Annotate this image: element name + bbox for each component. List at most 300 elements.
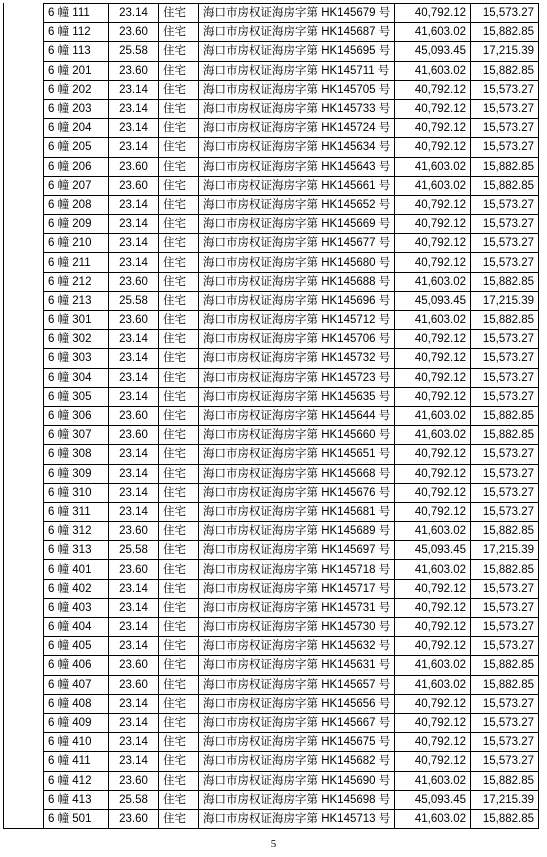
unit-price-cell: 17,215.39 [471, 541, 539, 560]
area-cell: 25.58 [109, 42, 159, 61]
unit-cell: 6 幢 413 [44, 790, 109, 809]
usage-cell: 住宅 [159, 80, 199, 99]
area-cell: 23.14 [109, 713, 159, 732]
unit-price-cell: 15,882.85 [471, 61, 539, 80]
price-cell: 40,792.12 [395, 253, 471, 272]
certificate-cell: 海口市房权证海房字第 HK145724 号 [199, 119, 395, 138]
unit-cell: 6 幢 212 [44, 272, 109, 291]
area-cell: 23.14 [109, 618, 159, 637]
price-cell: 40,792.12 [395, 138, 471, 157]
usage-cell: 住宅 [159, 368, 199, 387]
area-cell: 23.14 [109, 502, 159, 521]
area-cell: 23.60 [109, 23, 159, 42]
price-cell: 40,792.12 [395, 80, 471, 99]
certificate-cell: 海口市房权证海房字第 HK145656 号 [199, 694, 395, 713]
unit-cell: 6 幢 208 [44, 195, 109, 214]
usage-cell: 住宅 [159, 387, 199, 406]
unit-price-cell: 15,573.27 [471, 502, 539, 521]
unit-cell: 6 幢 310 [44, 483, 109, 502]
table-row [44, 560, 539, 579]
unit-price-cell: 15,573.27 [471, 579, 539, 598]
area-cell: 23.14 [109, 464, 159, 483]
price-cell: 40,792.12 [395, 387, 471, 406]
unit-price-cell: 15,573.27 [471, 637, 539, 656]
table-row [44, 272, 539, 291]
usage-cell: 住宅 [159, 176, 199, 195]
area-cell: 23.14 [109, 694, 159, 713]
area-cell: 23.60 [109, 157, 159, 176]
table-row [44, 368, 539, 387]
price-cell: 40,792.12 [395, 733, 471, 752]
area-cell: 23.14 [109, 215, 159, 234]
certificate-cell: 海口市房权证海房字第 HK145635 号 [199, 387, 395, 406]
table-row [44, 99, 539, 118]
area-cell: 23.60 [109, 272, 159, 291]
area-cell: 23.60 [109, 809, 159, 828]
table-row [44, 119, 539, 138]
unit-cell: 6 幢 304 [44, 368, 109, 387]
usage-cell: 住宅 [159, 61, 199, 80]
price-cell: 40,792.12 [395, 368, 471, 387]
unit-cell: 6 幢 111 [44, 4, 109, 23]
table-row [44, 790, 539, 809]
price-cell: 45,093.45 [395, 790, 471, 809]
unit-cell: 6 幢 404 [44, 618, 109, 637]
left-border-line [3, 3, 4, 829]
certificate-cell: 海口市房权证海房字第 HK145731 号 [199, 598, 395, 617]
unit-price-cell: 15,882.85 [471, 157, 539, 176]
area-cell: 23.60 [109, 426, 159, 445]
certificate-cell: 海口市房权证海房字第 HK145631 号 [199, 656, 395, 675]
area-cell: 23.14 [109, 330, 159, 349]
certificate-cell: 海口市房权证海房字第 HK145657 号 [199, 675, 395, 694]
usage-cell: 住宅 [159, 291, 199, 310]
unit-cell: 6 幢 308 [44, 445, 109, 464]
unit-price-cell: 17,215.39 [471, 291, 539, 310]
table-row [44, 598, 539, 617]
unit-price-cell: 15,573.27 [471, 618, 539, 637]
usage-cell: 住宅 [159, 675, 199, 694]
area-cell: 23.60 [109, 771, 159, 790]
certificate-cell: 海口市房权证海房字第 HK145690 号 [199, 771, 395, 790]
price-cell: 40,792.12 [395, 598, 471, 617]
unit-price-cell: 15,882.85 [471, 522, 539, 541]
price-cell: 40,792.12 [395, 119, 471, 138]
unit-price-cell: 15,573.27 [471, 4, 539, 23]
unit-price-cell: 15,573.27 [471, 752, 539, 771]
table-row [44, 618, 539, 637]
price-cell: 40,792.12 [395, 502, 471, 521]
usage-cell: 住宅 [159, 195, 199, 214]
unit-price-cell: 15,573.27 [471, 215, 539, 234]
unit-price-cell: 15,573.27 [471, 253, 539, 272]
certificate-cell: 海口市房权证海房字第 HK145680 号 [199, 253, 395, 272]
unit-price-cell: 15,573.27 [471, 387, 539, 406]
unit-price-cell: 15,573.27 [471, 598, 539, 617]
area-cell: 23.14 [109, 445, 159, 464]
certificate-cell: 海口市房权证海房字第 HK145644 号 [199, 406, 395, 425]
unit-price-cell: 15,882.85 [471, 406, 539, 425]
price-cell: 45,093.45 [395, 541, 471, 560]
usage-cell: 住宅 [159, 99, 199, 118]
table-row [44, 713, 539, 732]
certificate-cell: 海口市房权证海房字第 HK145733 号 [199, 99, 395, 118]
usage-cell: 住宅 [159, 771, 199, 790]
area-cell: 23.60 [109, 522, 159, 541]
usage-cell: 住宅 [159, 656, 199, 675]
usage-cell: 住宅 [159, 253, 199, 272]
table-row [44, 234, 539, 253]
usage-cell: 住宅 [159, 215, 199, 234]
table-row [44, 4, 539, 23]
price-cell: 41,603.02 [395, 560, 471, 579]
area-cell: 23.14 [109, 733, 159, 752]
property-table [43, 3, 539, 829]
table-row [44, 387, 539, 406]
certificate-cell: 海口市房权证海房字第 HK145679 号 [199, 4, 395, 23]
table-row [44, 426, 539, 445]
table-row [44, 771, 539, 790]
usage-cell: 住宅 [159, 138, 199, 157]
usage-cell: 住宅 [159, 733, 199, 752]
unit-cell: 6 幢 213 [44, 291, 109, 310]
table-row [44, 809, 539, 828]
usage-cell: 住宅 [159, 694, 199, 713]
table-row [44, 637, 539, 656]
price-cell: 41,603.02 [395, 809, 471, 828]
usage-cell: 住宅 [159, 157, 199, 176]
certificate-cell: 海口市房权证海房字第 HK145695 号 [199, 42, 395, 61]
unit-price-cell: 15,573.27 [471, 330, 539, 349]
table-row [44, 157, 539, 176]
price-cell: 40,792.12 [395, 618, 471, 637]
unit-price-cell: 15,573.27 [471, 368, 539, 387]
area-cell: 23.14 [109, 387, 159, 406]
unit-price-cell: 15,573.27 [471, 694, 539, 713]
unit-price-cell: 15,573.27 [471, 445, 539, 464]
price-cell: 41,603.02 [395, 406, 471, 425]
usage-cell: 住宅 [159, 426, 199, 445]
unit-cell: 6 幢 303 [44, 349, 109, 368]
usage-cell: 住宅 [159, 522, 199, 541]
table-row [44, 502, 539, 521]
usage-cell: 住宅 [159, 119, 199, 138]
price-cell: 45,093.45 [395, 291, 471, 310]
table-row [44, 61, 539, 80]
price-cell: 41,603.02 [395, 771, 471, 790]
price-cell: 40,792.12 [395, 752, 471, 771]
table-row [44, 579, 539, 598]
unit-cell: 6 幢 204 [44, 119, 109, 138]
area-cell: 23.60 [109, 61, 159, 80]
table-row [44, 138, 539, 157]
table-row [44, 464, 539, 483]
usage-cell: 住宅 [159, 272, 199, 291]
certificate-cell: 海口市房权证海房字第 HK145717 号 [199, 579, 395, 598]
area-cell: 23.60 [109, 656, 159, 675]
certificate-cell: 海口市房权证海房字第 HK145706 号 [199, 330, 395, 349]
certificate-cell: 海口市房权证海房字第 HK145643 号 [199, 157, 395, 176]
certificate-cell: 海口市房权证海房字第 HK145667 号 [199, 713, 395, 732]
unit-price-cell: 15,882.85 [471, 675, 539, 694]
table-row [44, 23, 539, 42]
price-cell: 41,603.02 [395, 23, 471, 42]
usage-cell: 住宅 [159, 541, 199, 560]
table-row [44, 330, 539, 349]
certificate-cell: 海口市房权证海房字第 HK145712 号 [199, 311, 395, 330]
usage-cell: 住宅 [159, 445, 199, 464]
price-cell: 41,603.02 [395, 675, 471, 694]
usage-cell: 住宅 [159, 311, 199, 330]
usage-cell: 住宅 [159, 4, 199, 23]
table-row [44, 291, 539, 310]
area-cell: 23.14 [109, 637, 159, 656]
unit-cell: 6 幢 202 [44, 80, 109, 99]
unit-price-cell: 17,215.39 [471, 790, 539, 809]
area-cell: 23.14 [109, 752, 159, 771]
usage-cell: 住宅 [159, 752, 199, 771]
unit-cell: 6 幢 302 [44, 330, 109, 349]
certificate-cell: 海口市房权证海房字第 HK145661 号 [199, 176, 395, 195]
usage-cell: 住宅 [159, 464, 199, 483]
area-cell: 23.60 [109, 311, 159, 330]
unit-cell: 6 幢 412 [44, 771, 109, 790]
table-row [44, 176, 539, 195]
area-cell: 25.58 [109, 790, 159, 809]
usage-cell: 住宅 [159, 406, 199, 425]
price-cell: 41,603.02 [395, 311, 471, 330]
unit-price-cell: 15,882.85 [471, 560, 539, 579]
unit-price-cell: 15,573.27 [471, 138, 539, 157]
certificate-cell: 海口市房权证海房字第 HK145676 号 [199, 483, 395, 502]
unit-cell: 6 幢 211 [44, 253, 109, 272]
price-cell: 40,792.12 [395, 694, 471, 713]
area-cell: 23.14 [109, 579, 159, 598]
price-cell: 41,603.02 [395, 176, 471, 195]
usage-cell: 住宅 [159, 809, 199, 828]
unit-cell: 6 幢 409 [44, 713, 109, 732]
table-row [44, 349, 539, 368]
price-cell: 40,792.12 [395, 195, 471, 214]
unit-cell: 6 幢 112 [44, 23, 109, 42]
usage-cell: 住宅 [159, 790, 199, 809]
certificate-cell: 海口市房权证海房字第 HK145732 号 [199, 349, 395, 368]
area-cell: 23.14 [109, 119, 159, 138]
area-cell: 23.14 [109, 598, 159, 617]
certificate-cell: 海口市房权证海房字第 HK145669 号 [199, 215, 395, 234]
price-cell: 41,603.02 [395, 656, 471, 675]
certificate-cell: 海口市房权证海房字第 HK145652 号 [199, 195, 395, 214]
unit-cell: 6 幢 501 [44, 809, 109, 828]
area-cell: 23.14 [109, 349, 159, 368]
table-row [44, 522, 539, 541]
area-cell: 23.60 [109, 560, 159, 579]
price-cell: 40,792.12 [395, 349, 471, 368]
area-cell: 23.60 [109, 675, 159, 694]
price-cell: 40,792.12 [395, 713, 471, 732]
usage-cell: 住宅 [159, 330, 199, 349]
area-cell: 25.58 [109, 541, 159, 560]
usage-cell: 住宅 [159, 579, 199, 598]
table-row [44, 752, 539, 771]
price-cell: 40,792.12 [395, 99, 471, 118]
certificate-cell: 海口市房权证海房字第 HK145632 号 [199, 637, 395, 656]
usage-cell: 住宅 [159, 637, 199, 656]
unit-cell: 6 幢 306 [44, 406, 109, 425]
certificate-cell: 海口市房权证海房字第 HK145681 号 [199, 502, 395, 521]
unit-price-cell: 15,573.27 [471, 733, 539, 752]
area-cell: 23.14 [109, 483, 159, 502]
unit-cell: 6 幢 406 [44, 656, 109, 675]
table-row [44, 311, 539, 330]
certificate-cell: 海口市房权证海房字第 HK145711 号 [199, 61, 395, 80]
table-row [44, 215, 539, 234]
table-row [44, 406, 539, 425]
usage-cell: 住宅 [159, 42, 199, 61]
certificate-cell: 海口市房权证海房字第 HK145688 号 [199, 272, 395, 291]
area-cell: 23.14 [109, 99, 159, 118]
unit-price-cell: 15,882.85 [471, 176, 539, 195]
unit-cell: 6 幢 210 [44, 234, 109, 253]
unit-cell: 6 幢 209 [44, 215, 109, 234]
unit-price-cell: 15,573.27 [471, 99, 539, 118]
unit-cell: 6 幢 408 [44, 694, 109, 713]
unit-cell: 6 幢 405 [44, 637, 109, 656]
unit-price-cell: 15,573.27 [471, 195, 539, 214]
certificate-cell: 海口市房权证海房字第 HK145698 号 [199, 790, 395, 809]
area-cell: 23.14 [109, 234, 159, 253]
unit-cell: 6 幢 113 [44, 42, 109, 61]
usage-cell: 住宅 [159, 483, 199, 502]
area-cell: 23.14 [109, 195, 159, 214]
certificate-cell: 海口市房权证海房字第 HK145668 号 [199, 464, 395, 483]
unit-price-cell: 15,882.85 [471, 23, 539, 42]
table-row [44, 195, 539, 214]
unit-price-cell: 15,573.27 [471, 464, 539, 483]
unit-price-cell: 15,573.27 [471, 483, 539, 502]
page-number: 5 [270, 838, 277, 850]
unit-price-cell: 15,882.85 [471, 809, 539, 828]
table-row [44, 694, 539, 713]
unit-price-cell: 17,215.39 [471, 42, 539, 61]
usage-cell: 住宅 [159, 618, 199, 637]
certificate-cell: 海口市房权证海房字第 HK145696 号 [199, 291, 395, 310]
bottom-border-line [3, 828, 43, 829]
unit-cell: 6 幢 402 [44, 579, 109, 598]
unit-price-cell: 15,882.85 [471, 426, 539, 445]
certificate-cell: 海口市房权证海房字第 HK145713 号 [199, 809, 395, 828]
unit-cell: 6 幢 203 [44, 99, 109, 118]
table-row [44, 675, 539, 694]
usage-cell: 住宅 [159, 349, 199, 368]
unit-price-cell: 15,882.85 [471, 272, 539, 291]
unit-cell: 6 幢 305 [44, 387, 109, 406]
table-row [44, 483, 539, 502]
certificate-cell: 海口市房权证海房字第 HK145687 号 [199, 23, 395, 42]
usage-cell: 住宅 [159, 560, 199, 579]
price-cell: 40,792.12 [395, 464, 471, 483]
price-cell: 41,603.02 [395, 61, 471, 80]
price-cell: 45,093.45 [395, 42, 471, 61]
unit-cell: 6 幢 410 [44, 733, 109, 752]
unit-cell: 6 幢 307 [44, 426, 109, 445]
area-cell: 23.14 [109, 80, 159, 99]
price-cell: 40,792.12 [395, 637, 471, 656]
table-row [44, 656, 539, 675]
unit-cell: 6 幢 301 [44, 311, 109, 330]
table-row [44, 733, 539, 752]
certificate-cell: 海口市房权证海房字第 HK145689 号 [199, 522, 395, 541]
unit-cell: 6 幢 207 [44, 176, 109, 195]
price-cell: 41,603.02 [395, 157, 471, 176]
price-cell: 40,792.12 [395, 4, 471, 23]
usage-cell: 住宅 [159, 713, 199, 732]
unit-cell: 6 幢 312 [44, 522, 109, 541]
usage-cell: 住宅 [159, 502, 199, 521]
certificate-cell: 海口市房权证海房字第 HK145718 号 [199, 560, 395, 579]
certificate-cell: 海口市房权证海房字第 HK145723 号 [199, 368, 395, 387]
unit-cell: 6 幢 309 [44, 464, 109, 483]
unit-price-cell: 15,573.27 [471, 119, 539, 138]
unit-cell: 6 幢 201 [44, 61, 109, 80]
area-cell: 23.14 [109, 368, 159, 387]
unit-cell: 6 幢 206 [44, 157, 109, 176]
area-cell: 23.60 [109, 406, 159, 425]
price-cell: 41,603.02 [395, 522, 471, 541]
usage-cell: 住宅 [159, 598, 199, 617]
price-cell: 41,603.02 [395, 426, 471, 445]
price-cell: 40,792.12 [395, 579, 471, 598]
certificate-cell: 海口市房权证海房字第 HK145634 号 [199, 138, 395, 157]
table-row [44, 42, 539, 61]
unit-price-cell: 15,882.85 [471, 771, 539, 790]
usage-cell: 住宅 [159, 23, 199, 42]
unit-cell: 6 幢 313 [44, 541, 109, 560]
unit-cell: 6 幢 311 [44, 502, 109, 521]
table-row [44, 541, 539, 560]
unit-price-cell: 15,573.27 [471, 234, 539, 253]
certificate-cell: 海口市房权证海房字第 HK145697 号 [199, 541, 395, 560]
price-cell: 40,792.12 [395, 330, 471, 349]
area-cell: 23.14 [109, 4, 159, 23]
price-cell: 40,792.12 [395, 234, 471, 253]
unit-price-cell: 15,882.85 [471, 656, 539, 675]
unit-price-cell: 15,573.27 [471, 713, 539, 732]
area-cell: 23.14 [109, 253, 159, 272]
unit-cell: 6 幢 407 [44, 675, 109, 694]
unit-cell: 6 幢 401 [44, 560, 109, 579]
certificate-cell: 海口市房权证海房字第 HK145730 号 [199, 618, 395, 637]
price-cell: 40,792.12 [395, 215, 471, 234]
price-cell: 41,603.02 [395, 272, 471, 291]
unit-price-cell: 15,573.27 [471, 349, 539, 368]
unit-cell: 6 幢 403 [44, 598, 109, 617]
property-table-body [44, 4, 539, 829]
unit-cell: 6 幢 205 [44, 138, 109, 157]
certificate-cell: 海口市房权证海房字第 HK145675 号 [199, 733, 395, 752]
table-row [44, 80, 539, 99]
area-cell: 23.60 [109, 176, 159, 195]
area-cell: 23.14 [109, 138, 159, 157]
unit-price-cell: 15,882.85 [471, 311, 539, 330]
table-row [44, 445, 539, 464]
certificate-cell: 海口市房权证海房字第 HK145677 号 [199, 234, 395, 253]
unit-cell: 6 幢 411 [44, 752, 109, 771]
certificate-cell: 海口市房权证海房字第 HK145651 号 [199, 445, 395, 464]
usage-cell: 住宅 [159, 234, 199, 253]
unit-price-cell: 15,573.27 [471, 80, 539, 99]
certificate-cell: 海口市房权证海房字第 HK145705 号 [199, 80, 395, 99]
